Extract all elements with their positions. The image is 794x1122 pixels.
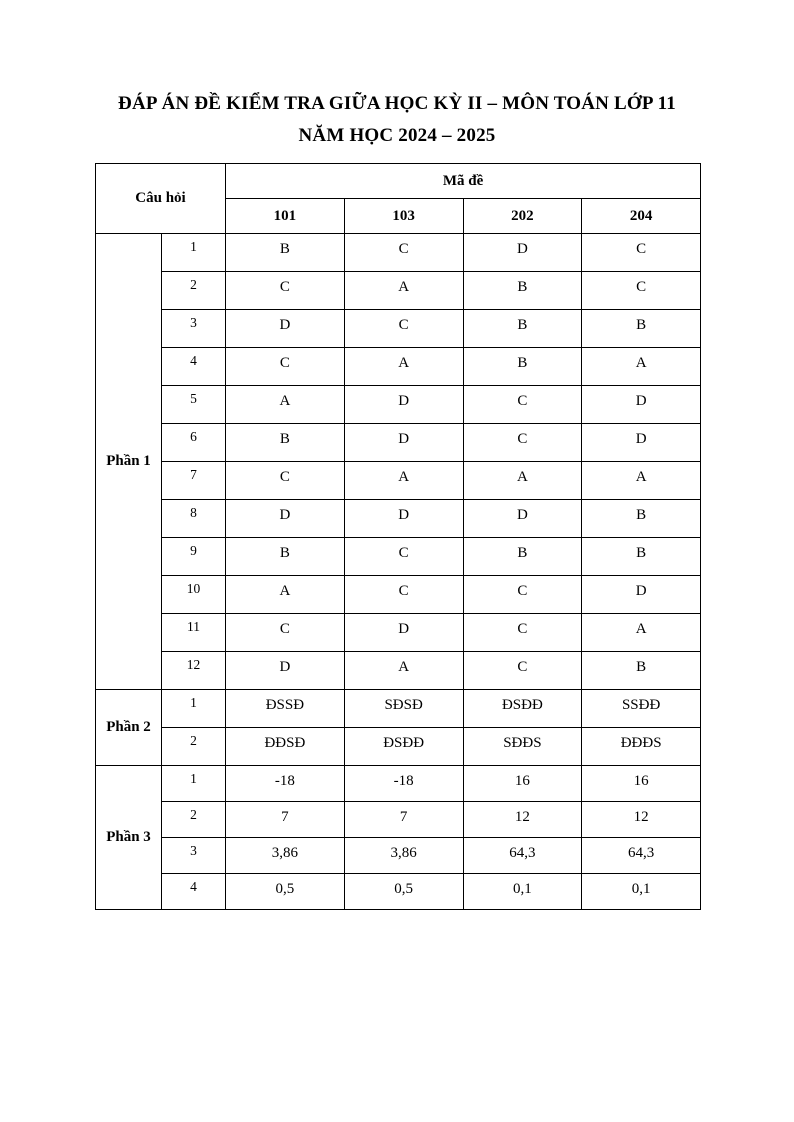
- answer-cell: D: [344, 614, 463, 652]
- answer-table-body: [96, 234, 701, 910]
- answer-cell: 7: [344, 802, 463, 838]
- answer-cell: D: [463, 234, 582, 272]
- answer-cell: B: [582, 500, 701, 538]
- table-row: [96, 272, 701, 310]
- answer-cell: C: [226, 348, 345, 386]
- answer-cell: D: [463, 500, 582, 538]
- answer-cell: ĐSĐĐ: [463, 690, 582, 728]
- answer-cell: -18: [344, 766, 463, 802]
- answer-cell: B: [226, 538, 345, 576]
- answer-table-header: [96, 164, 701, 234]
- answer-cell: A: [344, 462, 463, 500]
- answer-cell: C: [344, 310, 463, 348]
- answer-cell: D: [226, 652, 345, 690]
- answer-cell: 0,1: [582, 874, 701, 910]
- table-row: [96, 234, 701, 272]
- answer-key-table: [95, 163, 701, 910]
- table-row: [96, 424, 701, 462]
- table-row: [96, 614, 701, 652]
- answer-cell: 16: [582, 766, 701, 802]
- answer-cell: 0,5: [226, 874, 345, 910]
- table-row: [96, 728, 701, 766]
- question-number: 4: [162, 348, 226, 386]
- exam-code-101: 101: [226, 199, 345, 234]
- answer-cell: D: [226, 500, 345, 538]
- answer-cell: C: [582, 272, 701, 310]
- answer-cell: A: [344, 652, 463, 690]
- question-number: 4: [162, 874, 226, 910]
- table-row: [96, 500, 701, 538]
- answer-cell: A: [463, 462, 582, 500]
- answer-cell: B: [226, 234, 345, 272]
- answer-cell: D: [344, 386, 463, 424]
- answer-cell: A: [344, 272, 463, 310]
- answer-cell: D: [582, 424, 701, 462]
- question-number: 3: [162, 310, 226, 348]
- question-number: 1: [162, 690, 226, 728]
- answer-cell: 0,5: [344, 874, 463, 910]
- answer-cell: A: [582, 348, 701, 386]
- answer-cell: 12: [463, 802, 582, 838]
- answer-cell: 7: [226, 802, 345, 838]
- answer-cell: D: [582, 386, 701, 424]
- table-row: [96, 838, 701, 874]
- answer-cell: 16: [463, 766, 582, 802]
- table-row: [96, 386, 701, 424]
- question-number: 1: [162, 234, 226, 272]
- question-number: 2: [162, 272, 226, 310]
- question-number: 3: [162, 838, 226, 874]
- table-row: [96, 874, 701, 910]
- answer-cell: B: [463, 348, 582, 386]
- answer-cell: ĐĐĐS: [582, 728, 701, 766]
- answer-cell: B: [226, 424, 345, 462]
- question-number: 8: [162, 500, 226, 538]
- table-row: [96, 310, 701, 348]
- answer-cell: ĐSSĐ: [226, 690, 345, 728]
- exam-code-header: Mã đề: [226, 164, 701, 199]
- answer-cell: SSĐĐ: [582, 690, 701, 728]
- answer-cell: B: [582, 538, 701, 576]
- table-row: [96, 690, 701, 728]
- answer-cell: D: [582, 576, 701, 614]
- exam-code-103: 103: [344, 199, 463, 234]
- question-number: 6: [162, 424, 226, 462]
- table-row: [96, 538, 701, 576]
- table-row: [96, 652, 701, 690]
- answer-cell: C: [344, 234, 463, 272]
- document-title: [0, 0, 794, 152]
- question-number: 12: [162, 652, 226, 690]
- answer-cell: 12: [582, 802, 701, 838]
- table-row: [96, 802, 701, 838]
- answer-cell: C: [463, 614, 582, 652]
- question-number: 1: [162, 766, 226, 802]
- answer-cell: C: [226, 272, 345, 310]
- section-label: Phần 2: [96, 690, 162, 766]
- answer-cell: A: [582, 462, 701, 500]
- answer-cell: A: [344, 348, 463, 386]
- question-number: 9: [162, 538, 226, 576]
- answer-cell: A: [226, 576, 345, 614]
- answer-cell: B: [582, 652, 701, 690]
- answer-cell: C: [463, 652, 582, 690]
- table-row: [96, 462, 701, 500]
- answer-cell: C: [463, 424, 582, 462]
- answer-cell: D: [226, 310, 345, 348]
- answer-cell: C: [582, 234, 701, 272]
- table-row: [96, 766, 701, 802]
- answer-cell: SĐSĐ: [344, 690, 463, 728]
- answer-cell: A: [226, 386, 345, 424]
- question-number: 5: [162, 386, 226, 424]
- section-label: Phần 1: [96, 234, 162, 690]
- answer-cell: 64,3: [463, 838, 582, 874]
- question-number: 7: [162, 462, 226, 500]
- answer-cell: B: [582, 310, 701, 348]
- question-number: 10: [162, 576, 226, 614]
- answer-cell: B: [463, 310, 582, 348]
- title-line-1: ĐÁP ÁN ĐỀ KIỂM TRA GIỮA HỌC KỲ II – MÔN TOÁN LỚP 11: [118, 93, 676, 114]
- answer-cell: C: [226, 614, 345, 652]
- answer-cell: SĐĐS: [463, 728, 582, 766]
- answer-cell: C: [463, 576, 582, 614]
- answer-cell: B: [463, 272, 582, 310]
- question-number: 2: [162, 802, 226, 838]
- table-row: [96, 576, 701, 614]
- answer-cell: ĐSĐĐ: [344, 728, 463, 766]
- exam-code-202: 202: [463, 199, 582, 234]
- answer-cell: C: [344, 576, 463, 614]
- answer-cell: C: [463, 386, 582, 424]
- answer-cell: B: [463, 538, 582, 576]
- answer-cell: 3,86: [344, 838, 463, 874]
- answer-cell: 3,86: [226, 838, 345, 874]
- answer-cell: 64,3: [582, 838, 701, 874]
- exam-code-204: 204: [582, 199, 701, 234]
- question-column-header: Câu hỏi: [96, 164, 226, 234]
- section-label: Phần 3: [96, 766, 162, 910]
- header-row-1: [96, 164, 701, 199]
- answer-cell: A: [582, 614, 701, 652]
- answer-cell: ĐĐSĐ: [226, 728, 345, 766]
- answer-cell: D: [344, 424, 463, 462]
- answer-cell: D: [344, 500, 463, 538]
- question-number: 2: [162, 728, 226, 766]
- title-line-2: NĂM HỌC 2024 – 2025: [298, 125, 496, 146]
- answer-cell: C: [344, 538, 463, 576]
- question-number: 11: [162, 614, 226, 652]
- answer-cell: -18: [226, 766, 345, 802]
- answer-cell: 0,1: [463, 874, 582, 910]
- answer-cell: C: [226, 462, 345, 500]
- table-row: [96, 348, 701, 386]
